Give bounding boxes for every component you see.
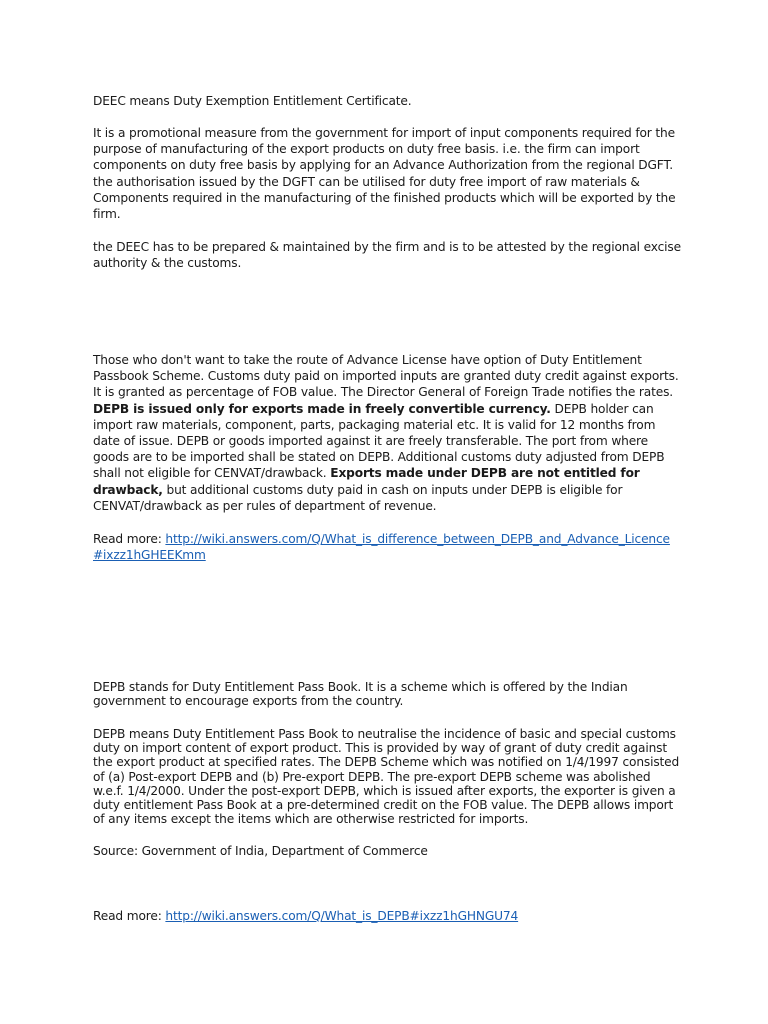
depb-detail: DEPB means Duty Entitlement Pass Book to neutralise the incidence of basic and special customs duty on import content of export product. This is provided by way of grant of duty credit against the export product at specified rates. The DEPB Scheme which was notified on 1/4/1997 consisted of (a) Post-export DEPB and (b) Pre-export DEPB. The pre-export DEPB scheme was abolished w.e.f. 1/4/2000. Under the post-export DEPB, which is issued after exports, the exporter is given a duty entitlement Pass Book at a pre-determined credit on the FOB value. The DEPB allows import of any items except the items which are otherwise restricted for imports. [93,727,680,827]
depb-drawback-note: Exports made under DEPB are not entitled for drawback, [93,466,640,497]
depb-text-a: Those who don't want to take the route of Advance License have option of Duty Entitlement Passbook Scheme. Customs duty paid on imported inputs are granted duty credit against exports. It is granted as percentage of FOB value. The Director General of Foreign Trade notifies the rates. [93,353,679,400]
read-more-label-2: Read more: [93,909,166,923]
depb-text-c: but additional customs duty paid in cash on inputs under DEPB is eligible for CENVAT/drawback as per rules of department of revenue. [93,482,623,513]
read-more-link-2[interactable]: http://wiki.answers.com/Q/What_is_DEPB#ixzz1hGHNGU74 [165,909,519,923]
deec-description: It is a promotional measure from the government for import of input components required for the purpose of manufacturing of the export products on duty free basis. i.e. the firm can import components on duty free basis by applying for an Advance Authorization from the regional DGFT. the authorisation issued by the DGFT can be utilised for duty free import of raw materials & Components required in the manufacturing of the finished products which will be exported by the firm. [93,126,676,222]
depb-scheme-paragraph [93,352,683,514]
deec-heading: DEEC means Duty Exemption Entitlement Certificate. [93,94,412,108]
read-more-link-1[interactable]: http://wiki.answers.com/Q/What_is_difference_between_DEPB_and_Advance_Licence#ixzz1hGHEEKmm [93,532,670,563]
deec-attestation: the DEEC has to be prepared & maintained by the firm and is to be attested by the regional excise authority & the customs. [93,240,681,271]
read-more-label-1: Read more: [93,532,166,546]
depb-currency-note: DEPB is issued only for exports made in freely convertible currency. [93,401,551,416]
depb-definition: DEPB stands for Duty Entitlement Pass Book. It is a scheme which is offered by the Indian government to encourage exports from the country. [93,680,628,709]
depb-text-b: DEPB holder can import raw materials, component, parts, packaging material etc. It is valid for 12 months from date of issue. DEPB or goods imported against it are freely transferable. The port from where goods are to be imported shall be stated on DEPB. Additional customs duty adjusted from DEPB shall not eligible for CENVAT/drawback. [93,401,665,481]
read-more-2 [93,908,683,924]
source-line: Source: Government of India, Department of Commerce [93,844,428,858]
read-more-1 [93,531,673,563]
